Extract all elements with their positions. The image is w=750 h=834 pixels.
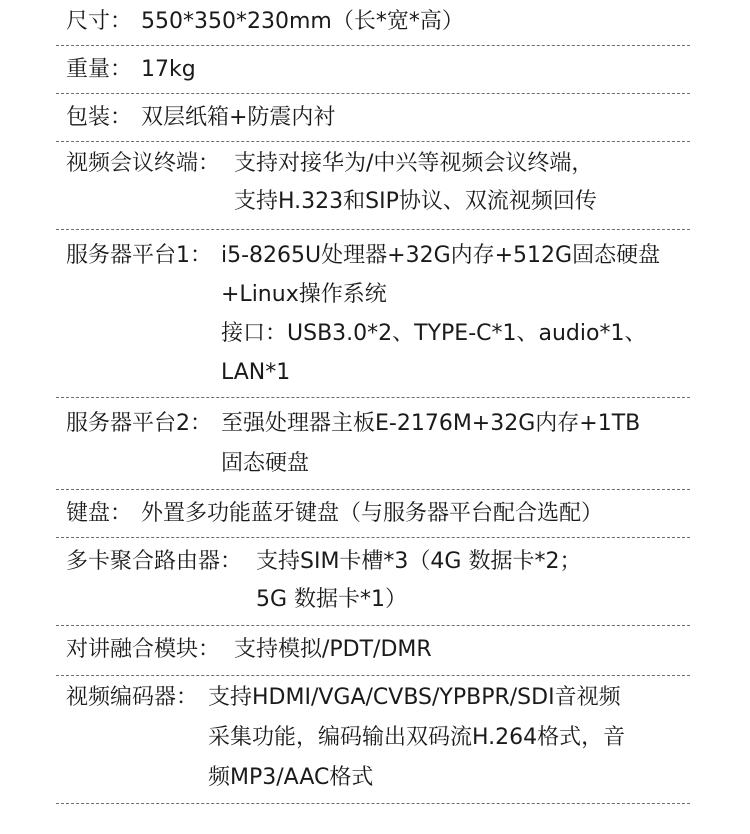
spec-value: 支持对接华为/中兴等视频会议终端，	[234, 151, 594, 176]
spec-label: 多卡聚合路由器：	[66, 549, 243, 574]
spec-row-video-conference	[56, 142, 690, 230]
spec-row-video-encoder	[56, 676, 690, 804]
spec-value: LAN*1	[221, 360, 291, 385]
spec-value: 5G 数据卡*1）	[256, 587, 408, 612]
spec-value: 支持H.323和SIP协议、双流视频回传	[234, 189, 597, 214]
spec-row-multi-card-router	[56, 538, 690, 626]
spec-value: +Linux操作系统	[221, 282, 387, 307]
spec-label: 重量：	[66, 57, 133, 82]
spec-value: 外置多功能蓝牙键盘（与服务器平台配合选配）	[141, 501, 604, 526]
spec-label: 尺寸：	[66, 9, 133, 34]
spec-row-server-platform-1	[56, 230, 690, 398]
spec-value: 17kg	[141, 57, 196, 82]
spec-value: i5-8265U处理器+32G内存+512G固态硬盘	[221, 243, 661, 268]
spec-row-intercom-module	[56, 626, 690, 676]
spec-label: 视频会议终端：	[66, 151, 221, 176]
spec-value: 频MP3/AAC格式	[208, 765, 374, 790]
spec-label: 对讲融合模块：	[66, 637, 221, 662]
spec-label: 键盘：	[66, 501, 133, 526]
spec-value: 支持SIM卡槽*3（4G 数据卡*2；	[256, 549, 582, 574]
spec-value: 至强处理器主板E-2176M+32G内存+1TB	[221, 411, 641, 436]
spec-label: 服务器平台1：	[66, 243, 212, 268]
spec-value: 支持HDMI/VGA/CVBS/YPBPR/SDI音视频	[208, 685, 621, 710]
spec-value: 550*350*230mm（长*宽*高）	[141, 9, 464, 34]
spec-label: 视频编码器：	[66, 685, 199, 710]
spec-label: 包装：	[66, 105, 133, 130]
spec-row-packaging	[56, 94, 690, 142]
spec-row-size	[56, 0, 690, 46]
spec-value: 双层纸箱+防震内衬	[141, 105, 336, 130]
spec-row-keyboard	[56, 490, 690, 538]
spec-row-weight	[56, 46, 690, 94]
spec-label: 服务器平台2：	[66, 411, 212, 436]
spec-value: 固态硬盘	[221, 451, 310, 476]
spec-value: 接口：USB3.0*2、TYPE-C*1、audio*1、	[221, 321, 647, 346]
spec-value: 支持模拟/PDT/DMR	[234, 637, 432, 662]
spec-value: 采集功能，编码输出双码流H.264格式，音	[208, 725, 626, 750]
spec-row-server-platform-2	[56, 398, 690, 490]
